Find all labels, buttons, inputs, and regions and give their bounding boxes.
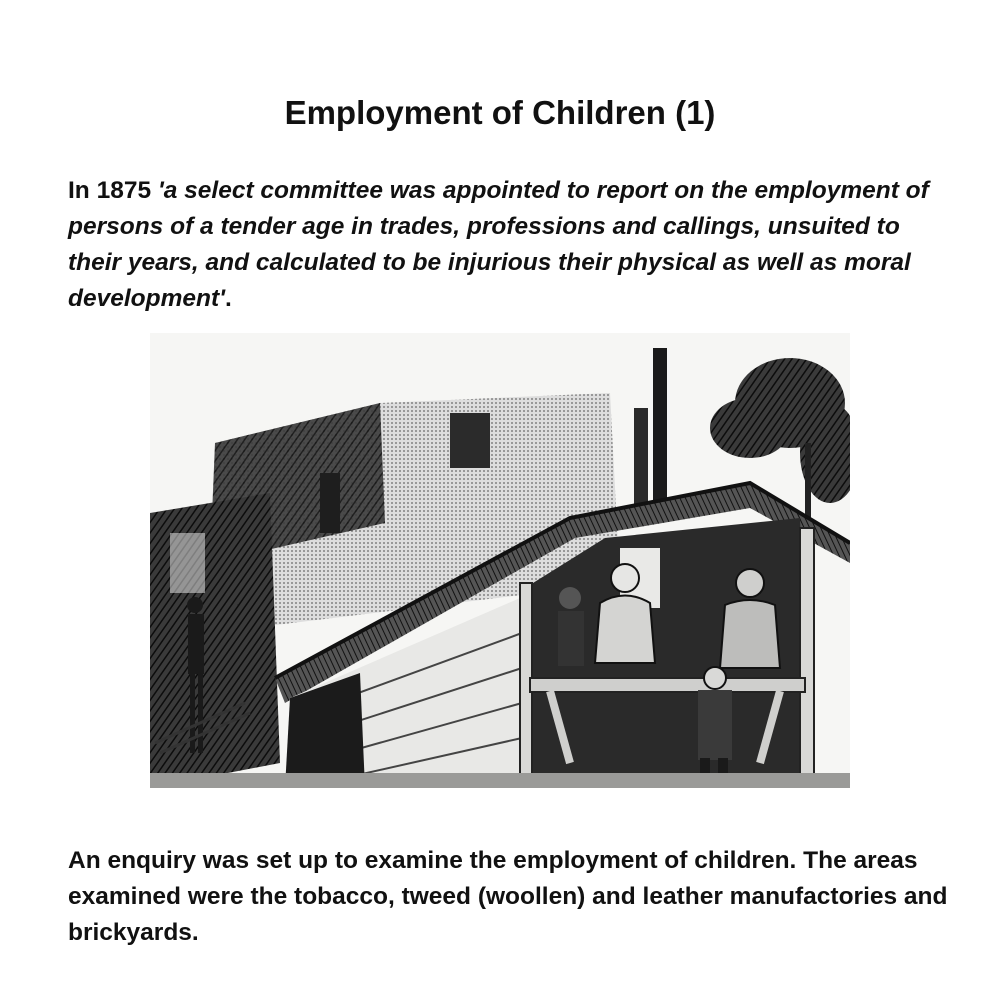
intro-quote: 'a select committee was appointed to report on the employment of persons of a tender age in trades, professions and callings, unsuited to their years, and calculated to be injurious their physical as well as moral development' [68, 177, 929, 312]
intro-tail: . [224, 285, 232, 312]
brickyard-illustration [150, 333, 850, 788]
outro-paragraph: An enquiry was set up to examine the employment of children. The areas examined were the tobacco, tweed (woollen) and leather manufactories and brickyards. [68, 847, 948, 946]
intro-paragraph [68, 173, 948, 317]
brickyard-engraving-icon [150, 333, 850, 788]
page-title: Employment of Children (1) [284, 94, 716, 131]
intro-lead: In 1875 [68, 177, 158, 204]
